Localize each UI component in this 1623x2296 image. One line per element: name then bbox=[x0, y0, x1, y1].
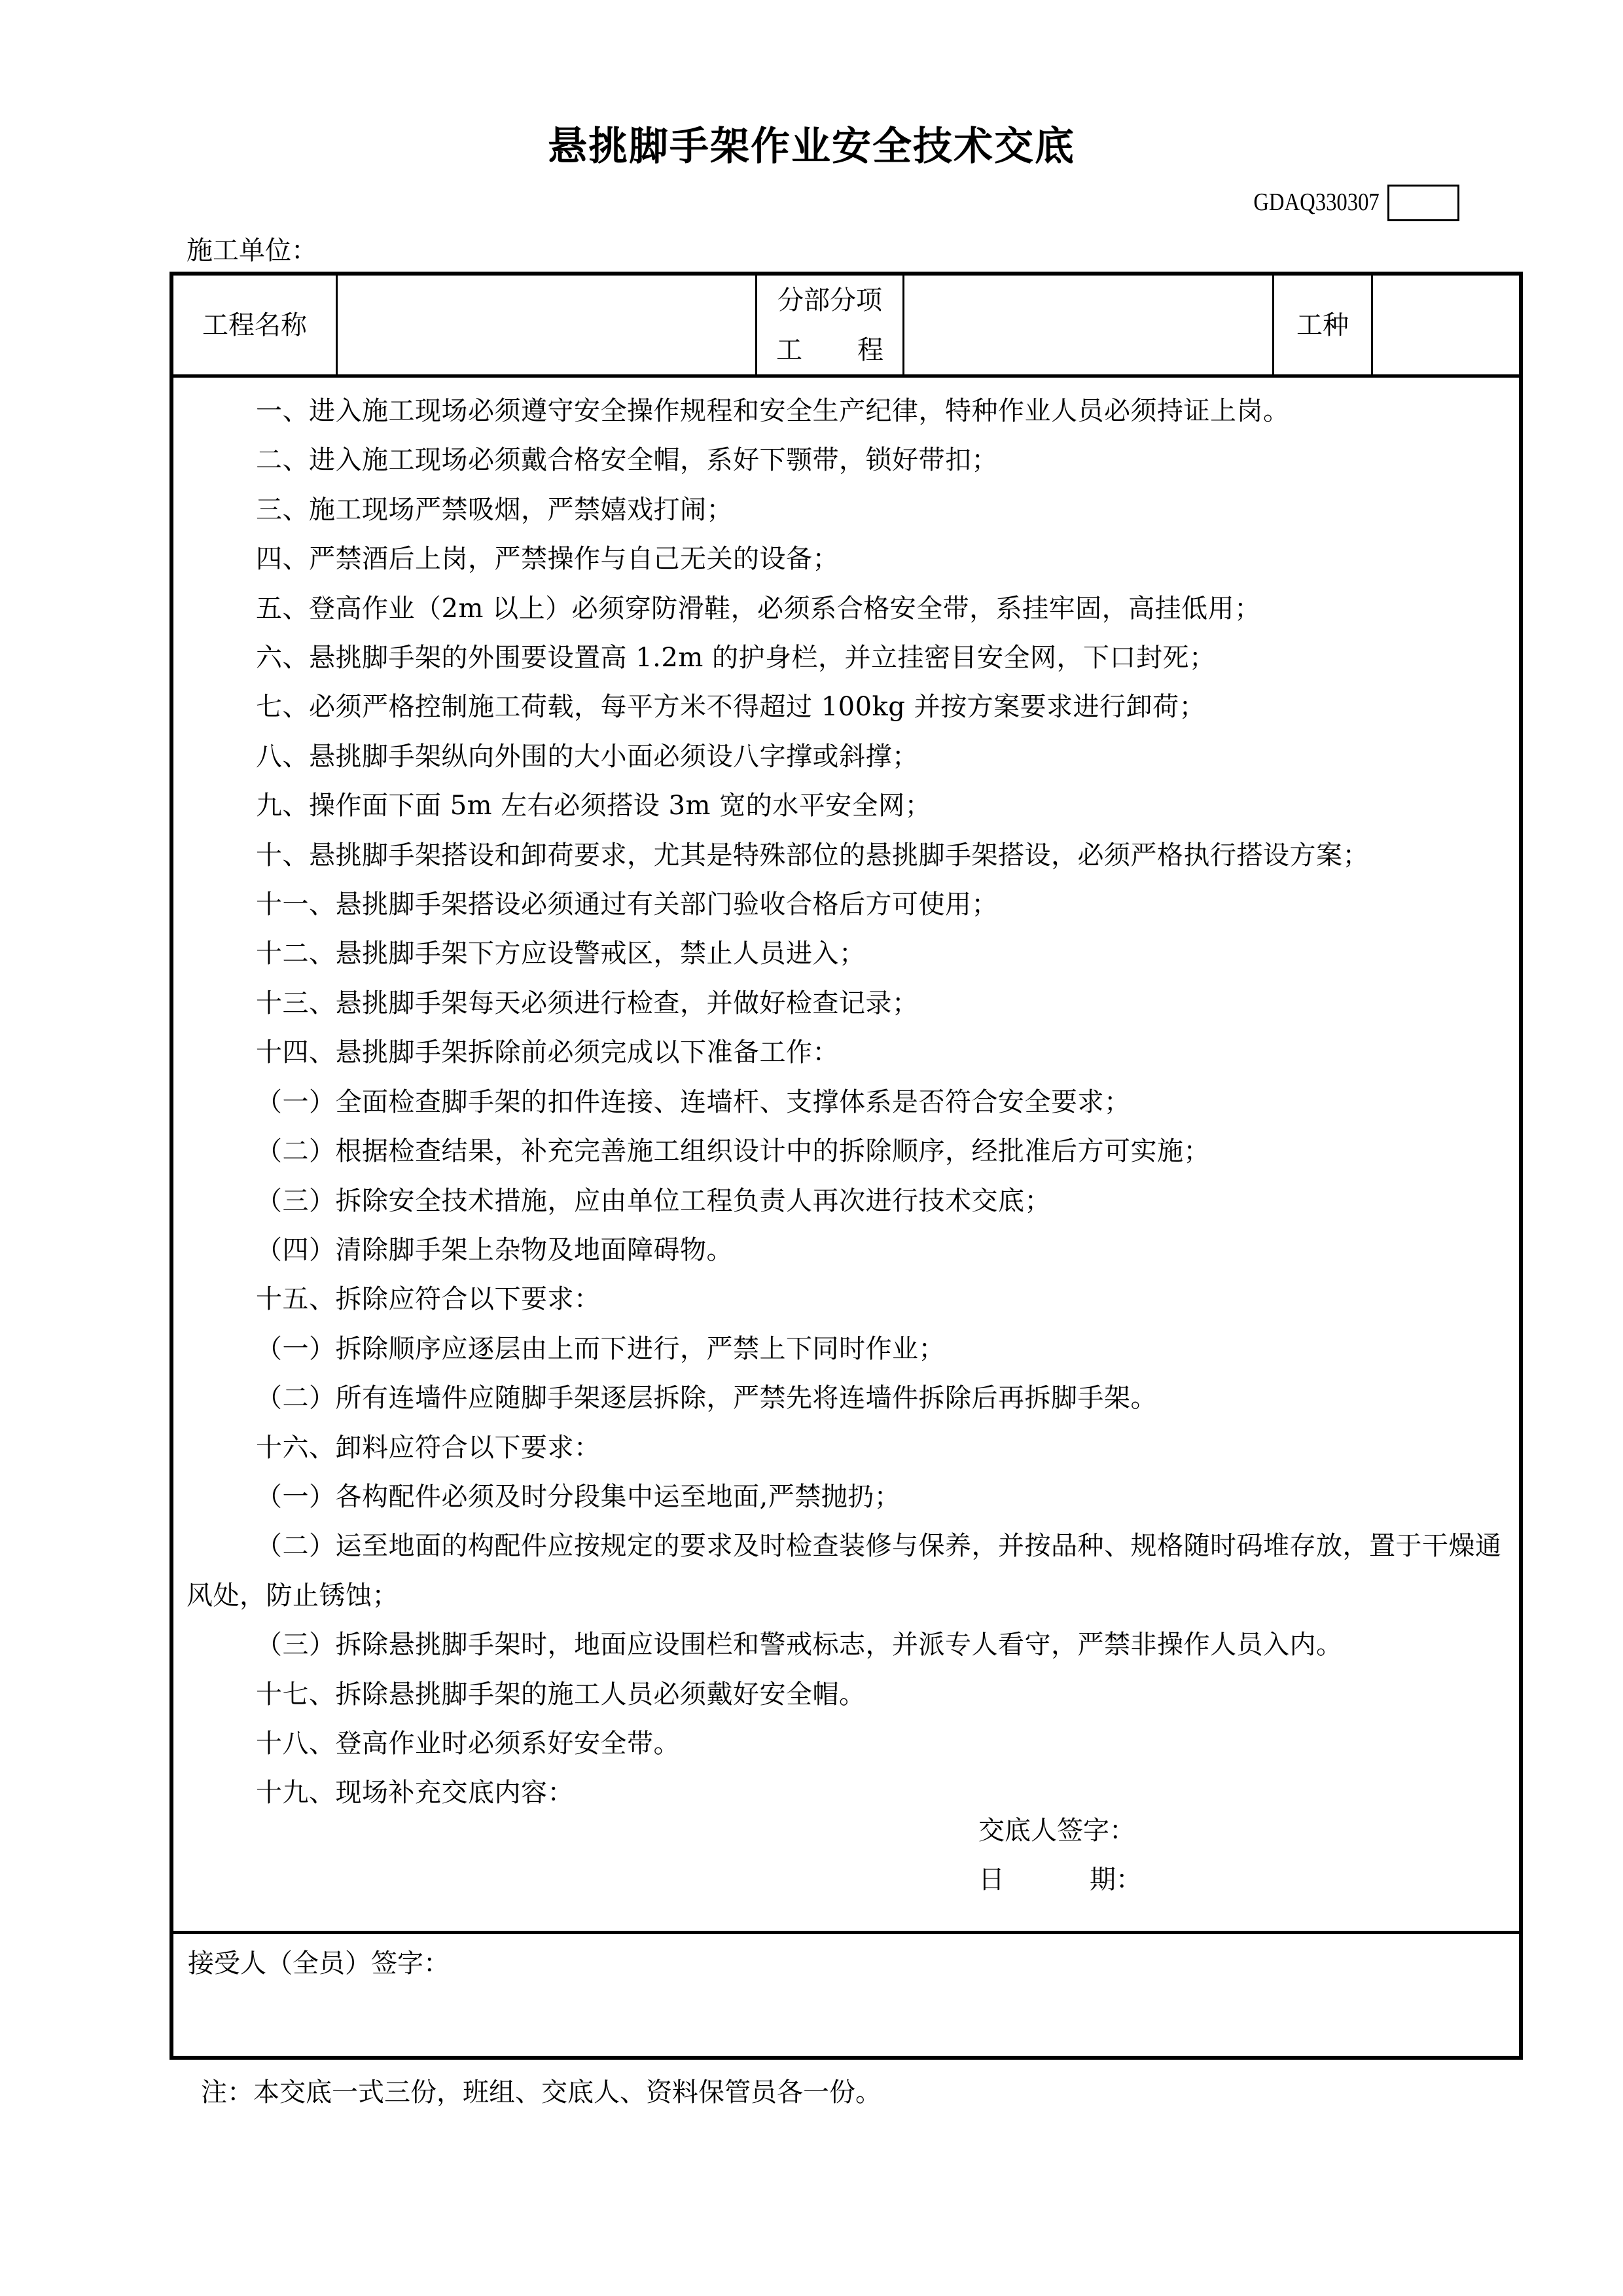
clause-item: （二）运至地面的构配件应按规定的要求及时检查装修与保养，并按品种、规格随时码堆存放，置于干燥通风处，防止锈蚀； bbox=[187, 1531, 1502, 1611]
date-label-char: 期： bbox=[1090, 1865, 1142, 1895]
clause-item: 一、进入施工现场必须遵守安全操作规程和安全生产纪律，特种作业人员必须持证上岗。 bbox=[256, 396, 1290, 426]
clause-item: 十二、悬挑脚手架下方应设警戒区，禁止人员进入； bbox=[256, 939, 866, 969]
clause-item: （二）所有连墙件应随脚手架逐层拆除，严禁先将连墙件拆除后再拆脚手架。 bbox=[256, 1383, 1157, 1414]
clause-item: 十五、拆除应符合以下要求： bbox=[256, 1284, 601, 1315]
clause-item: 十九、现场补充交底内容： bbox=[256, 1778, 574, 1808]
clause-item: （一）全面检查脚手架的扣件连接、连墙杆、支撑体系是否符合安全要求； bbox=[256, 1086, 1131, 1117]
clause-item: 十八、登高作业时必须系好安全带。 bbox=[256, 1728, 680, 1759]
clause-item: 九、操作面下面 5m 左右必须搭设 3m 宽的水平安全网； bbox=[256, 791, 932, 821]
subdivision-label-line2 bbox=[776, 325, 883, 375]
construction-unit-label: 施工单位： bbox=[187, 236, 317, 266]
subdivision-label-line1: 分部分项 bbox=[777, 285, 882, 315]
project-info-row bbox=[173, 276, 1519, 378]
clause-item: 二、进入施工现场必须戴合格安全帽，系好下颚带，锁好带扣； bbox=[256, 445, 998, 476]
clause-item: （二）根据检查结果，补充完善施工组织设计中的拆除顺序，经批准后方可实施； bbox=[256, 1136, 1210, 1167]
subdivision-label-char: 程 bbox=[857, 334, 883, 365]
project-name-label: 工程名称 bbox=[202, 310, 307, 340]
clause-item: 四、严禁酒后上岗，严禁操作与自己无关的设备； bbox=[256, 544, 839, 575]
clause-item: （一）拆除顺序应逐层由上而下进行，严禁上下同时作业； bbox=[256, 1333, 945, 1364]
clause-item: 五、登高作业（2m 以上）必须穿防滑鞋，必须系合格安全带，系挂牢固，高挂低用； bbox=[256, 593, 1261, 624]
project-name-field[interactable] bbox=[338, 276, 755, 374]
clause-item: （四）清除脚手架上杂物及地面障碍物。 bbox=[256, 1234, 733, 1265]
clause-item: 三、施工现场严禁吸烟，严禁嬉戏打闹； bbox=[256, 494, 733, 525]
form-code-suffix-field[interactable] bbox=[1387, 185, 1459, 221]
clause-item: 七、必须严格控制施工荷载，每平方米不得超过 100kg 并按方案要求进行卸荷； bbox=[256, 692, 1206, 723]
receiver-signature-label: 接受人（全员）签字： bbox=[188, 1948, 450, 1979]
date-label bbox=[978, 1863, 1142, 1896]
clause-item: 十六、卸料应符合以下要求： bbox=[256, 1432, 601, 1463]
clause-item: 十一、悬挑脚手架搭设必须通过有关部门验收合格后方可使用； bbox=[256, 889, 998, 920]
date-label-char: 日 bbox=[978, 1865, 1005, 1895]
clause-item: 十、悬挑脚手架搭设和卸荷要求，尤其是特殊部位的悬挑脚手架搭设，必须严格执行搭设方案； bbox=[256, 840, 1369, 870]
subdivision-field[interactable] bbox=[904, 276, 1272, 374]
subdivision-label-char: 工 bbox=[776, 334, 802, 365]
clause-item: 十四、悬挑脚手架拆除前必须完成以下准备工作： bbox=[256, 1037, 839, 1068]
briefer-signature-label: 交底人签字： bbox=[978, 1816, 1135, 1846]
clause-item: 六、悬挑脚手架的外围要设置高 1.2m 的护身栏，并立挂密目安全网，下口封死； bbox=[256, 643, 1216, 673]
subdivision-label bbox=[757, 276, 902, 374]
document-title: 悬挑脚手架作业安全技术交底 bbox=[548, 124, 1075, 170]
clause-item: 八、悬挑脚手架纵向外围的大小面必须设八字撑或斜撑； bbox=[256, 741, 919, 772]
receiver-signature-cell[interactable] bbox=[173, 1934, 1519, 2056]
clause-item: （三）拆除安全技术措施，应由单位工程负责人再次进行技术交底； bbox=[256, 1185, 1051, 1216]
briefing-form-table bbox=[169, 272, 1523, 2060]
briefing-content-cell bbox=[173, 378, 1519, 1934]
trade-label: 工种 bbox=[1296, 310, 1349, 340]
clause-item: （三）拆除悬挑脚手架时，地面应设围栏和警戒标志，并派专人看守，严禁非操作人员入内。 bbox=[256, 1630, 1343, 1660]
footnote: 注：本交底一式三份，班组、交底人、资料保管员各一份。 bbox=[201, 2077, 882, 2108]
trade-field[interactable] bbox=[1373, 276, 1519, 374]
clause-item: 十三、悬挑脚手架每天必须进行检查，并做好检查记录； bbox=[256, 988, 919, 1018]
clause-item: （一）各构配件必须及时分段集中运至地面,严禁抛扔； bbox=[256, 1481, 901, 1512]
clause-item: 十七、拆除悬挑脚手架的施工人员必须戴好安全帽。 bbox=[256, 1679, 866, 1710]
form-code: GDAQ330307 bbox=[1253, 188, 1380, 216]
clause-list bbox=[187, 387, 1510, 1818]
